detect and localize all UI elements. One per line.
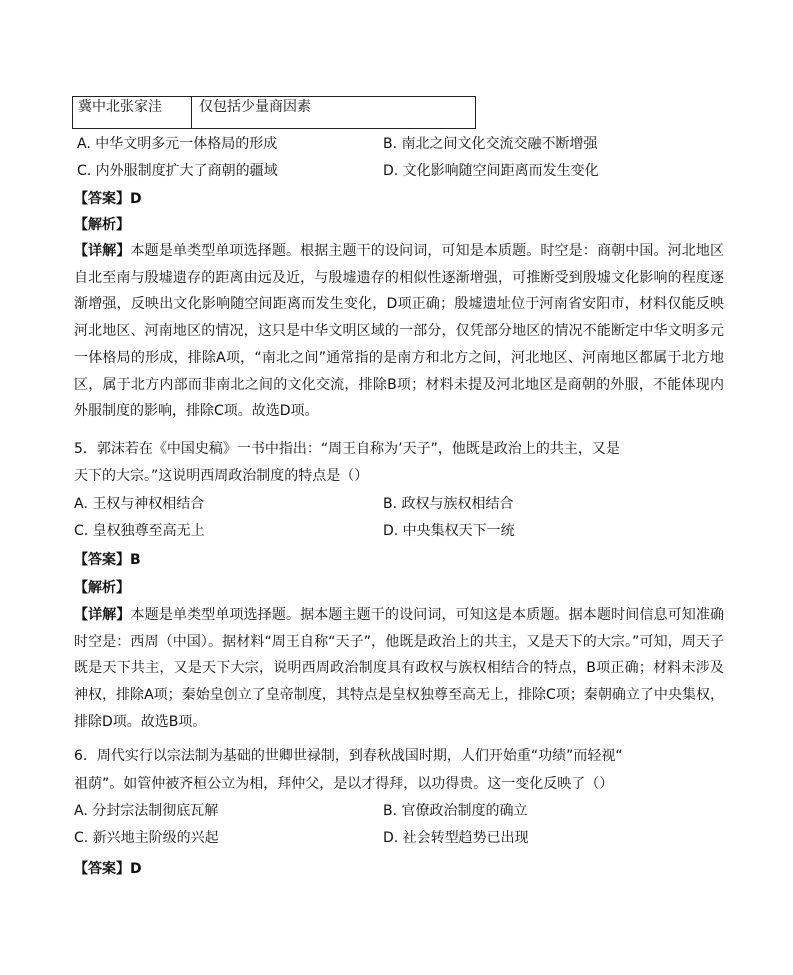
q5-option-d: D. 中央集权天下一统 (383, 523, 515, 539)
q4-analysis-label: 【解析】 (74, 217, 130, 233)
table-cell-location: 冀中北张家洼 (73, 97, 192, 128)
q5-detail-label: 【详解】 (74, 607, 131, 623)
q5-detail-text: 本题是单类型单项选择题。据本题主题干的设问词，可知这是本质题。据本题时间信息可知准确时空是：西周（中国）。据材料“周王自称“天子”，他既是政治上的共主，又是天下的大宗。”可知，周天子既是天下共主，又是天下大宗，说明西周政治制度具有政权与族权相结合的特点，B项正确；材料未涉及神权，排除A项；秦始皇创立了皇帝制度，其特点是皇权独尊至高无上，排除C项；秦朝确立了中央集权，排除D项。故选B项。 (74, 607, 725, 730)
q6-option-b: B. 官僚政治制度的确立 (383, 803, 528, 819)
q4-answer: 【答案】D (74, 191, 142, 207)
q6-option-d: D. 社会转型趋势已出现 (383, 830, 529, 846)
q5-option-c: C. 皇权独尊至高无上 (74, 523, 205, 539)
q6-answer: 【答案】D (74, 861, 142, 877)
q4-option-d: D. 文化影响随空间距离而发生变化 (383, 163, 599, 179)
q4-detail-text: 本题是单类型单项选择题。根据主题干的设问词，可知是本质题。时空是：商朝中国。河北地区自北至南与殷墟遗存的距离由远及近，与殷墟遗存的相似性逐渐增强，可推断受到殷墟文化影响的程度逐渐增强，反映出文化影响随空间距离而发生变化，D项正确；殷墟遗址位于河南省安阳市，材料仅能反映河北地区、河南地区的情况，这只是中华文明区域的一部分，仅凭部分地区的情况不能断定中华文明多元一体格局的形成，排除A项，“南北之间”通常指的是南方和北方之间，河北地区、河南地区都属于北方地区，属于北方内部而非南北之间的文化交流，排除B项；材料未提及河北地区是商朝的外服，不能体现内外服制度的影响，排除C项。故选D项。 (74, 243, 725, 420)
q5-option-b: B. 政权与族权相结合 (383, 496, 514, 512)
q6-option-c: C. 新兴地主阶级的兴起 (74, 830, 219, 846)
table-cell-description: 仅包括少量商因素 (199, 99, 311, 115)
q5-stem-line1: 5．郭沫若在《中国史稿》一书中指出：“周王自称为’天子”，他既是政治上的共主，又是 (74, 441, 620, 457)
q6-option-a: A. 分封宗法制彻底瓦解 (74, 803, 219, 819)
q5-detail (74, 602, 724, 736)
q4-option-b: B. 南北之间文化交流交融不断增强 (383, 136, 598, 152)
q5-analysis-label: 【解析】 (74, 580, 130, 596)
table-row (72, 96, 476, 129)
q4-detail-label: 【详解】 (74, 243, 131, 259)
q4-option-a: A. 中华文明多元一体格局的形成 (77, 136, 278, 152)
q5-stem-line2: 天下的大宗。”这说明西周政治制度的特点是（） (74, 468, 369, 484)
q6-stem-line2: 祖荫”。如管仲被齐桓公立为相，拜仲父，是以才得拜，以功得贵。这一变化反映了（） (74, 776, 614, 792)
q5-answer: 【答案】B (74, 552, 141, 568)
q4-option-c: C. 内外服制度扩大了商朝的疆域 (77, 163, 278, 179)
q6-stem-line1: 6．周代实行以宗法制为基础的世卿世禄制，到春秋战国时期，人们开始重“功绩”而轻视“ (74, 748, 623, 764)
q5-option-a: A. 王权与神权相结合 (74, 496, 205, 512)
q4-detail (74, 238, 724, 425)
